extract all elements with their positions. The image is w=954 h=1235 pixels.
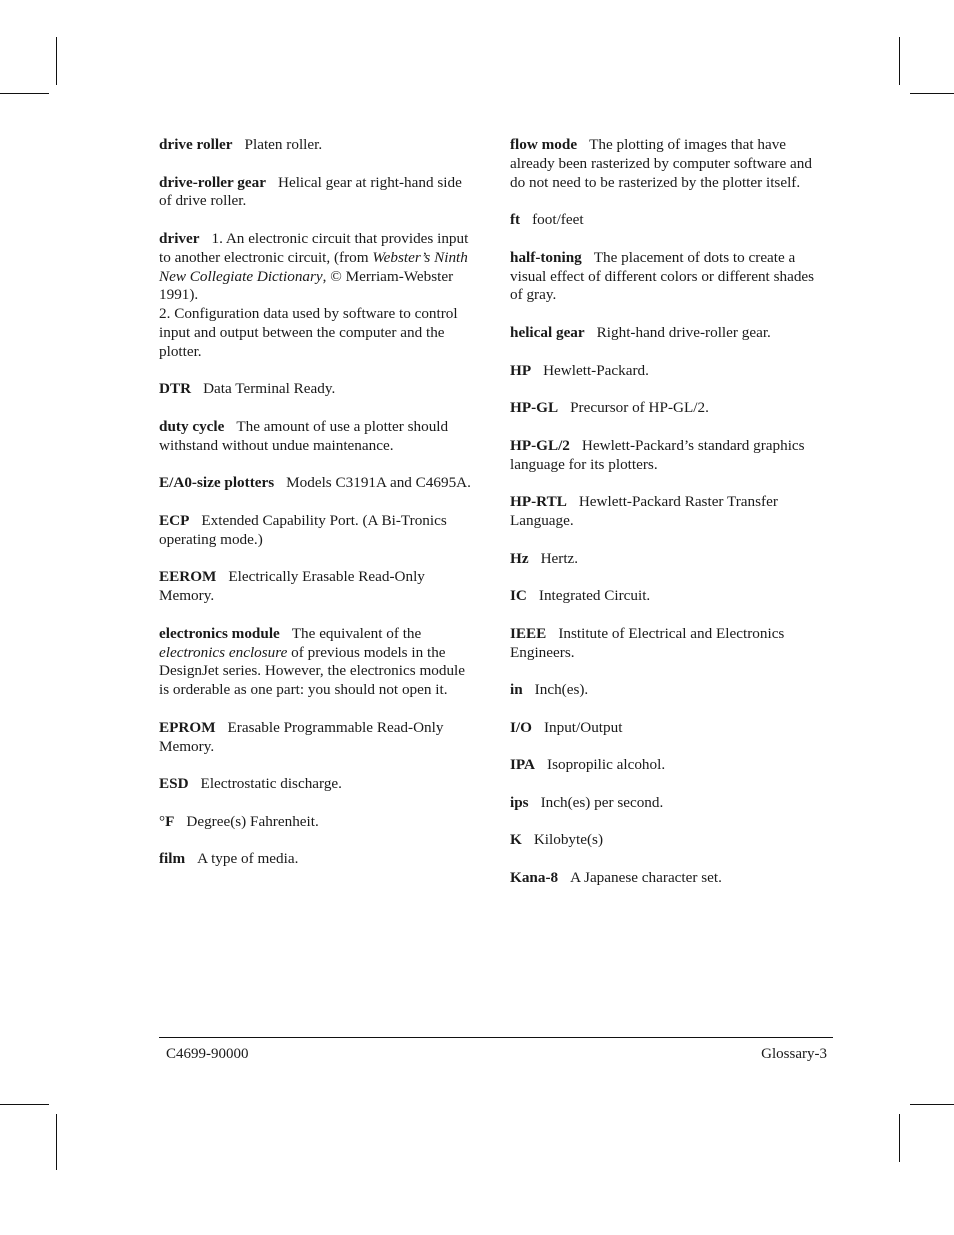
glossary-definition: Right-hand drive-roller gear.	[596, 323, 771, 341]
footer-page-number: Glossary-3	[761, 1046, 827, 1062]
glossary-term: ECP	[159, 511, 190, 529]
crop-mark	[0, 93, 49, 94]
footer-part-number: C4699-90000	[166, 1046, 249, 1062]
glossary-entry	[510, 211, 828, 230]
crop-mark	[910, 1104, 954, 1105]
glossary-term: E/A0-size plotters	[159, 474, 275, 492]
glossary-term: EEROM	[159, 568, 217, 586]
glossary-definition: The placement of dots to create a visual effect of different colors or different shades of gray.	[510, 248, 815, 304]
glossary-entry	[510, 625, 828, 663]
glossary-term: IEEE	[510, 624, 547, 642]
glossary-entry	[510, 756, 828, 775]
glossary-term: drive roller	[159, 136, 233, 153]
glossary-entry	[159, 813, 477, 832]
glossary-term: helical gear	[510, 323, 585, 341]
glossary-entry	[510, 587, 828, 606]
glossary-definition: Inch(es) per second.	[540, 793, 664, 811]
glossary-term: EPROM	[159, 718, 216, 736]
glossary-definition: Degree(s) Fahrenheit.	[186, 812, 319, 830]
glossary-definition: Hertz.	[540, 549, 579, 567]
glossary-definition: Helical gear at right-hand side of drive roller.	[159, 173, 462, 210]
glossary-definition: Institute of Electrical and Electronics Engineers.	[510, 624, 785, 661]
glossary-term: film	[159, 850, 186, 868]
crop-mark	[0, 1104, 49, 1105]
glossary-definition: Platen roller.	[244, 136, 323, 153]
glossary-term: DTR	[159, 380, 192, 398]
glossary-definition: A type of media.	[197, 850, 299, 868]
glossary-entry	[510, 493, 828, 531]
glossary-term: flow mode	[510, 136, 578, 153]
glossary-entry	[510, 550, 828, 569]
glossary-entry	[159, 850, 477, 869]
glossary-entry	[510, 362, 828, 381]
glossary-definition: A Japanese character set.	[570, 869, 722, 887]
glossary-definition: , © Merriam-Webster 1991).	[159, 267, 454, 304]
glossary-term: driver	[159, 229, 200, 247]
glossary-entry	[510, 831, 828, 850]
glossary-entry	[159, 418, 477, 456]
glossary-entry	[159, 174, 477, 212]
glossary-definition: Erasable Programmable Read-Only Memory.	[159, 718, 444, 755]
glossary-entry	[510, 794, 828, 813]
glossary-entry	[159, 230, 477, 362]
glossary-entry	[510, 136, 828, 192]
glossary-term: IPA	[510, 756, 536, 774]
glossary-definition: Precursor of HP-GL/2.	[570, 399, 709, 417]
glossary-entry	[510, 399, 828, 418]
glossary-definition: The amount of use a plotter should withstand without undue maintenance.	[159, 417, 449, 454]
glossary-entry	[159, 512, 477, 550]
glossary-entry	[159, 136, 477, 155]
glossary-term: ESD	[159, 775, 189, 793]
glossary-emphasis: electronics enclosure	[159, 643, 288, 661]
glossary-definition: Models C3191A and C4695A.	[286, 474, 471, 492]
glossary-citation: Webster’s Ninth New Collegiate Dictionary	[159, 248, 468, 285]
glossary-term: Hz	[510, 549, 529, 567]
glossary-term: ft	[510, 211, 521, 229]
glossary-entry	[510, 324, 828, 343]
glossary-definition: Extended Capability Port. (A Bi-Tronics operating mode.)	[159, 511, 447, 548]
glossary-entry	[510, 249, 828, 305]
glossary-definition: Hewlett-Packard Raster Transfer Language.	[510, 493, 778, 529]
glossary-term: duty cycle	[159, 417, 225, 435]
glossary-definition: Inch(es).	[534, 681, 589, 699]
glossary-term: K	[510, 831, 522, 849]
glossary-entry	[510, 719, 828, 738]
glossary-entry	[510, 869, 828, 888]
glossary-definition: 1. An electronic circuit that provides input to another electronic circuit, (from	[159, 229, 469, 266]
glossary-definition: Integrated Circuit.	[538, 587, 651, 605]
glossary-entry	[159, 474, 477, 493]
glossary-entry	[159, 775, 477, 794]
glossary-term: IC	[510, 587, 527, 605]
glossary-definition: Electrically Erasable Read-Only Memory.	[159, 568, 425, 605]
glossary-entry	[159, 719, 477, 757]
glossary-entry	[159, 568, 477, 606]
glossary-term: HP-RTL	[510, 493, 567, 511]
glossary-column-right	[510, 136, 828, 907]
crop-mark	[56, 37, 57, 85]
degree-symbol: °	[159, 812, 166, 830]
glossary-definition: Data Terminal Ready.	[203, 380, 336, 398]
glossary-definition: The equivalent of the	[291, 624, 422, 642]
glossary-term: I/O	[510, 718, 532, 736]
glossary-definition: Input/Output	[543, 718, 623, 736]
glossary-term: HP-GL/2	[510, 436, 570, 454]
crop-mark	[899, 37, 900, 85]
glossary-term: drive-roller gear	[159, 173, 266, 191]
glossary-term: electronics module	[159, 624, 280, 642]
glossary-term: half-toning	[510, 248, 582, 266]
glossary-term: Kana-8	[510, 869, 559, 887]
glossary-entry	[159, 625, 477, 700]
glossary-definition: foot/feet	[532, 211, 584, 229]
glossary-definition: The plotting of images that have already been rasterized by computer software and do not need to be rasterized by the plotter itself.	[510, 136, 812, 191]
glossary-entry	[159, 380, 477, 399]
glossary-term: HP	[510, 361, 532, 379]
glossary-definition: Isopropilic alcohol.	[547, 756, 666, 774]
glossary-definition: Hewlett-Packard’s standard graphics language for its plotters.	[510, 436, 805, 473]
crop-mark	[910, 93, 954, 94]
footer-divider	[159, 1037, 833, 1038]
crop-mark	[56, 1114, 57, 1170]
glossary-entry	[510, 437, 828, 475]
glossary-column-left	[159, 136, 477, 888]
glossary-entry	[510, 681, 828, 700]
glossary-term: HP-GL	[510, 399, 559, 417]
glossary-term: ips	[510, 793, 529, 811]
glossary-definition: of previous models in the DesignJet series. However, the electronics module is orderable as one part: you should not open it.	[159, 643, 465, 699]
crop-mark	[899, 1114, 900, 1162]
glossary-definition: Kilobyte(s)	[533, 831, 604, 849]
glossary-definition: Electrostatic discharge.	[200, 775, 342, 793]
glossary-term: F	[165, 812, 175, 830]
glossary-definition: Hewlett-Packard.	[543, 361, 649, 379]
glossary-term: in	[510, 681, 523, 699]
glossary-term-degree	[159, 813, 174, 830]
glossary-definition: 2. Configuration data used by software to control input and output between the computer and the plotter.	[159, 305, 458, 360]
